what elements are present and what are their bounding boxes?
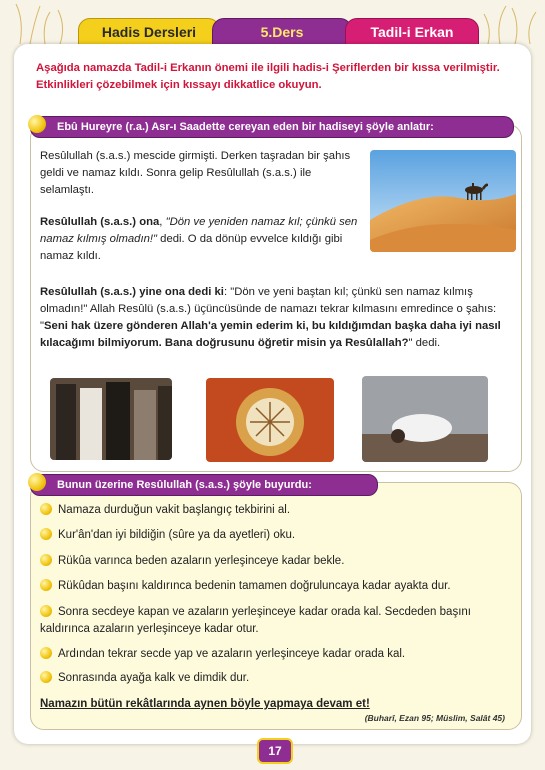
bullet-icon: [40, 503, 52, 515]
bullet-icon: [40, 605, 52, 617]
list-item: Namaza durduğun vakit başlangıç tekbirini al.: [40, 502, 510, 519]
bullet-icon: [40, 528, 52, 540]
p2-quote: "Dön ve yeniden namaz kıl; çünkü sen namaz kılmış olmadın!": [40, 216, 358, 245]
list-item: Rükûa varınca beden azaların yerleşinceye kadar bekle.: [40, 553, 510, 570]
tab-topic[interactable]: Tadil-i Erkan: [345, 18, 479, 46]
p3-end: " dedi.: [408, 337, 441, 349]
bullet-icon: [40, 579, 52, 591]
p3-bold: Resûlullah (s.a.s.) yine ona dedi ki: [40, 286, 224, 298]
p3-bold-quote: Seni hak üzere gönderen Allah'a yemin ederim ki, bu kıldığımdan başka daha iyi nasıl kılacağımı bilmiyorum. Bana doğrusunu öğretir misin ya Resûlallah?: [40, 320, 501, 349]
desert-camel-image: [370, 150, 516, 252]
p3-mid: : "Dön ve yeni baştan kıl; çünkü sen namaz kılmış olmadın!" Allah Resûlü (s.a.s.) üçüncüsünde de namazı tekrar kılmasını emredince o şahıs: ": [40, 286, 497, 332]
tab-lesson-number[interactable]: 5.Ders: [212, 18, 352, 46]
story-header: [30, 116, 514, 138]
instructions-header: [30, 474, 378, 496]
bullet-icon: [40, 671, 52, 683]
instructions-header-bullet-icon: [28, 473, 46, 491]
list-item: Sonra secdeye kapan ve azaların yerleşinceye kadar orada kal. Secdeden başını kaldırınca azaların yerleşinceye kadar otur.: [40, 606, 471, 635]
hadith-source: (Buharî, Ezan 95; Müslim, Salât 45): [364, 713, 505, 723]
p2-comma: ,: [159, 216, 166, 228]
closing-instruction: Namazın bütün rekâtlarında aynen böyle yapmaya devam et!: [40, 698, 370, 710]
story-paragraph-3: [40, 284, 508, 352]
list-item: Sonrasında ayağa kalk ve dimdik dur.: [40, 670, 510, 687]
story-paragraph-1: Resûlullah (s.a.s.) mescide girmişti. Derken taşradan bir şahıs geldi ve namaz kıldı. Sonra gelip Resûlullah (s.a.s.) ile selamlaştı.: [40, 150, 351, 196]
bullet-icon: [40, 647, 52, 659]
worship-photo-3: [362, 376, 488, 462]
story-paragraph-2: [40, 214, 366, 265]
p2-rest: dedi. O da dönüp evvelce kıldığı gibi namaz kıldı.: [40, 233, 343, 262]
instructions-header-text: Bunun üzerine Resûlullah (s.a.s.) şöyle buyurdu:: [57, 479, 312, 491]
tab-lesson-series[interactable]: Hadis Dersleri: [78, 18, 220, 46]
intro-text: Aşağıda namazda Tadil-i Erkanın önemi ile ilgili hadis-i Şeriflerden bir kıssa verilmiştir. Etkinlikleri çözebilmek için kıssayı dikkatlice okuyun.: [36, 62, 500, 91]
p2-bold: Resûlullah (s.a.s.) ona: [40, 216, 160, 228]
list-item: Ardından tekrar secde yap ve azaların yerleşinceye kadar orada kal.: [40, 646, 510, 663]
header-bullet-icon: [28, 115, 46, 133]
list-item: Rükûdan başını kaldırınca bedenin tamamen doğruluncaya kadar ayakta dur.: [40, 578, 510, 595]
header-tabs: [0, 0, 545, 44]
worship-photo-2: [206, 378, 334, 462]
bullet-icon: [40, 554, 52, 566]
list-item: Kur'ân'dan iyi bildiğin (sûre ya da ayetleri) oku.: [40, 527, 510, 544]
page-number: 17: [257, 738, 293, 764]
worship-photo-1: [50, 378, 172, 460]
story-header-text: Ebû Hureyre (r.a.) Asr-ı Saadette cereyan eden bir hadiseyi şöyle anlatır:: [57, 121, 434, 133]
